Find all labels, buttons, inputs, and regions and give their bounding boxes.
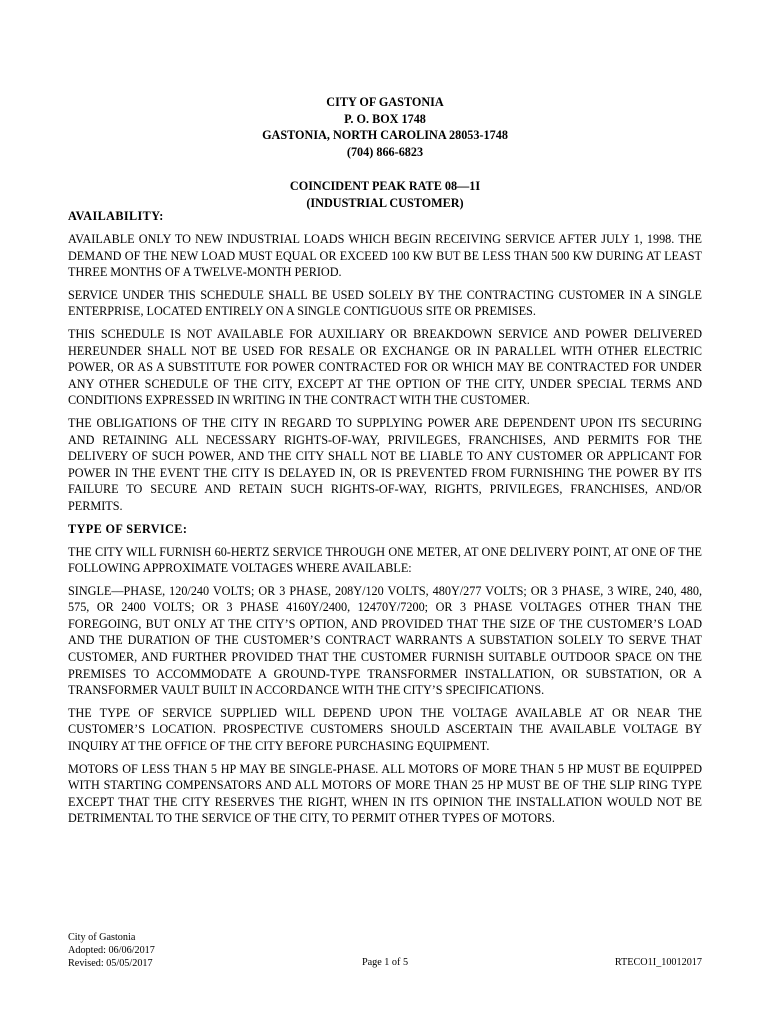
rate-title: COINCIDENT PEAK RATE 08—1I [289,179,481,193]
availability-paragraph-2: SERVICE UNDER THIS SCHEDULE SHALL BE USED SOLELY BY THE CONTRACTING CUSTOMER IN A SINGLE ENTERPRISE, LOCATED ENTIRELY ON A SINGLE CONTIGUOUS SITE OR PREMISES. [68,287,702,319]
city-state-zip: GASTONIA, NORTH CAROLINA 28053-1748 [262,128,508,142]
footer-org: City of Gastonia [68,932,136,943]
page-number: Page 1 of 5 [361,957,409,968]
availability-paragraph-3: THIS SCHEDULE IS NOT AVAILABLE FOR AUXILIARY OR BREAKDOWN SERVICE AND POWER DELIVERED HEREUNDER SHALL NOT BE USED FOR RESALE OR EXCHANGE OR IN PARALLEL WITH OTHER ELECTRIC POWER, OR AS A SUBSTITUTE FOR POWER CONTRACTED FOR OR WHICH MAY BE CONTRACTED FOR UNDER ANY OTHER SCHEDULE OF THE CITY, EXCEPT AT THE OPTION OF THE CITY, UNDER SPECIAL TERMS AND CONDITIONS EXPRESSED IN WRITING IN THE CONTRACT WITH THE CUSTOMER. [68,326,702,408]
availability-paragraph-1: AVAILABLE ONLY TO NEW INDUSTRIAL LOADS WHICH BEGIN RECEIVING SERVICE AFTER JULY 1, 1998. THE DEMAND OF THE NEW LOAD MUST EQUAL OR EXCEED 100 KW BUT BE LESS THAN 500 KW DURING AT LEAST THREE MONTHS OF A TWELVE-MONTH PERIOD. [68,232,702,280]
phone-number: (704) 866-6823 [346,144,424,159]
letterhead [0,94,770,211]
availability-paragraph-4: THE OBLIGATIONS OF THE CITY IN REGARD TO SUPPLYING POWER ARE DEPENDENT UPON ITS SECURING AND RETAINING ALL NECESSARY RIGHTS-OF-WAY, PRIVILEGES, FRANCHISES, AND PERMITS FOR THE DELIVERY OF SUCH POWER, AND THE CITY SHALL NOT BE LIABLE TO ANY CUSTOMER OR APPLICANT FOR POWER IN THE EVENT THE CITY IS DELAYED IN, OR IS PREVENTED FROM FURNISHING THE POWER BY ITS FAILURE TO SECURE AND RETAIN SUCH RIGHTS-OF-WAY, RIGHTS, PRIVILEGES, FRANCHISES, AND/OR PERMITS. [68,415,702,513]
org-name: CITY OF GASTONIA [326,95,444,109]
service-paragraph-2: SINGLE—PHASE, 120/240 VOLTS; OR 3 PHASE, 208Y/120 VOLTS, 480Y/277 VOLTS; OR 3 PHASE, 3 WIRE, 240, 480, 575, OR 2400 VOLTS; OR 3 PHASE 4160Y/2400, 12470Y/7200; OR 3 PHASE VOLTAGES OTHER THAN THE FOREGOING, BUT ONLY AT THE CITY’S OPTION, AND PROVIDED THAT THE SIZE OF THE CUSTOMER’S LOAD AND THE DURATION OF THE CUSTOMER’S CONTRACT WARRANTS A SUBSTATION SOLELY TO SERVE THAT CUSTOMER, AND FURTHER PROVIDED THAT THE CUSTOMER FURNISH SUITABLE OUTDOOR SPACE ON THE PREMISES TO ACCOMMODATE A GROUND-TYPE TRANSFORMER INSTALLATION, OR SUBSTATION, OR A TRANSFORMER VAULT BUILT IN ACCORDANCE WITH THE CITY’S SPECIFICATIONS. [68,583,702,698]
service-paragraph-4: MOTORS OF LESS THAN 5 HP MAY BE SINGLE-PHASE. ALL MOTORS OF MORE THAN 5 HP MUST BE EQUIPPED WITH STARTING COMPENSATORS AND ALL MOTORS OF MORE THAN 25 HP MUST BE OF THE SLIP RING TYPE EXCEPT THAT THE CITY RESERVES THE RIGHT, WHEN IN ITS OPINION THE INSTALLATION WOULD NOT BE DETRIMENTAL TO THE SERVICE OF THE CITY, TO PERMIT OTHER TYPES OF MOTORS. [68,761,702,826]
document-code: RTECO1I_10012017 [614,957,702,968]
service-paragraph-3: THE TYPE OF SERVICE SUPPLIED WILL DEPEND UPON THE VOLTAGE AVAILABLE AT OR NEAR THE CUSTOMER’S LOCATION. PROSPECTIVE CUSTOMERS SHOULD ASCERTAIN THE AVAILABLE VOLTAGE BY INQUIRY AT THE OFFICE OF THE CITY BEFORE PURCHASING EQUIPMENT. [68,705,702,754]
service-paragraph-1: THE CITY WILL FURNISH 60-HERTZ SERVICE THROUGH ONE METER, AT ONE DELIVERY POINT, AT ONE OF THE FOLLOWING APPROXIMATE VOLTAGES WHERE AVAILABLE: [68,544,702,576]
po-box: P. O. BOX 1748 [344,111,426,126]
footer-adopted: Adopted: 06/06/2017 [68,945,155,957]
header-spacer [0,160,770,178]
footer-revised: Revised: 05/05/2017 [68,958,153,970]
type-of-service-heading: TYPE OF SERVICE: [68,521,188,536]
availability-heading: AVAILABILITY: [68,209,164,223]
customer-type: (INDUSTRIAL CUSTOMER) [306,195,464,210]
document-body [68,208,702,833]
